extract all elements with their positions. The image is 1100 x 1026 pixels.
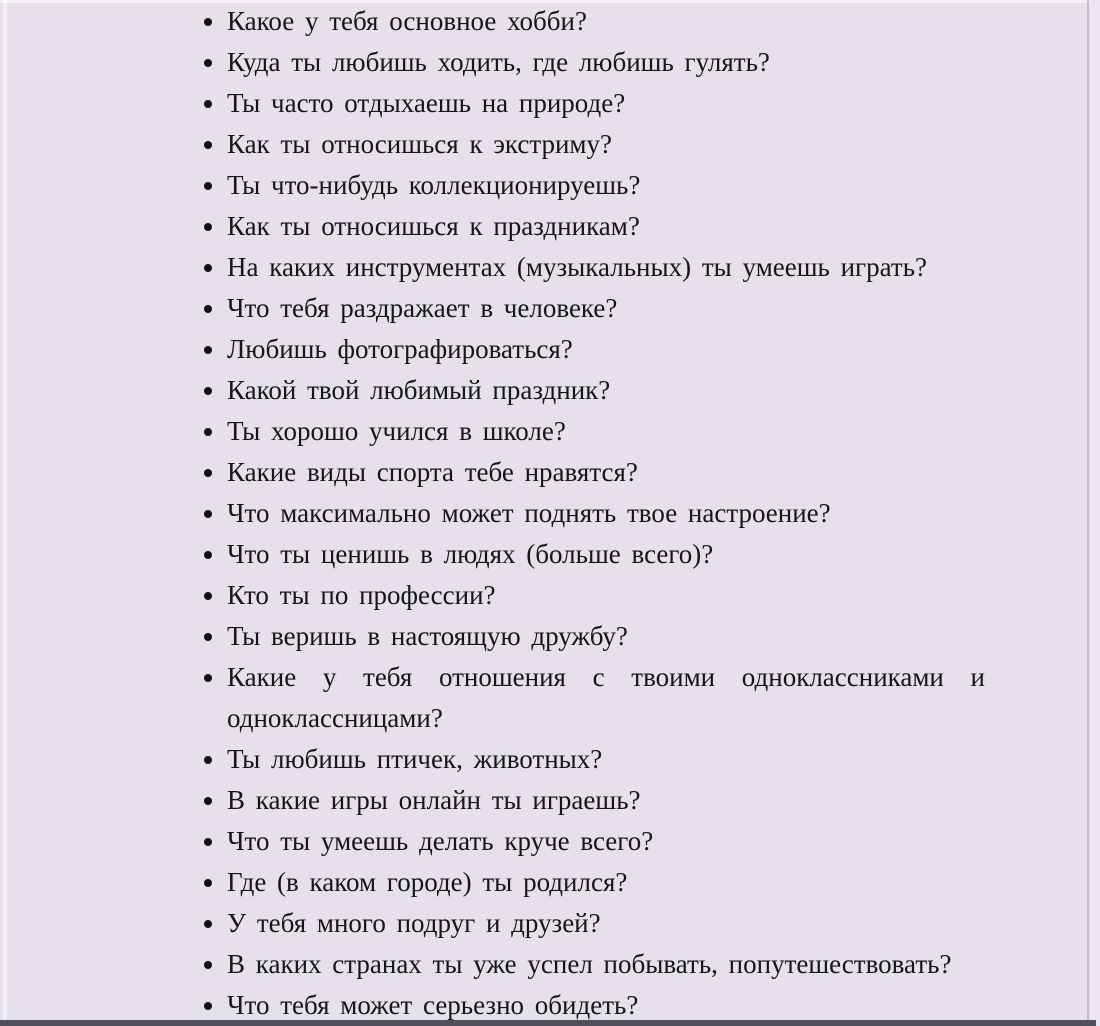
bullet-icon — [204, 264, 212, 272]
edge-strip-right — [1090, 0, 1100, 1026]
list-item — [203, 616, 985, 657]
question-list — [203, 1, 985, 1026]
bullet-icon — [204, 387, 212, 395]
list-item — [203, 206, 985, 247]
question-text: У тебя много подруг и друзей? — [227, 908, 601, 938]
question-text: Что тебя может серьезно обидеть? — [227, 990, 639, 1020]
edge-highlight-left — [3, 0, 7, 1026]
bullet-icon — [204, 223, 212, 231]
bullet-icon — [204, 100, 212, 108]
bullet-icon — [204, 551, 212, 559]
bullet-icon — [204, 1002, 212, 1010]
question-text: Ты любишь птичек, животных? — [227, 744, 603, 774]
list-item — [203, 657, 985, 739]
list-item — [203, 165, 985, 206]
bullet-icon — [204, 879, 212, 887]
list-item — [203, 370, 985, 411]
list-item — [203, 1, 985, 42]
edge-line-right — [1087, 0, 1089, 1026]
list-item — [203, 739, 985, 780]
question-text: Любишь фотографироваться? — [227, 334, 573, 364]
question-text: В каких странах ты уже успел побывать, попутешествовать? — [227, 949, 952, 979]
bullet-icon — [204, 141, 212, 149]
bullet-icon — [204, 469, 212, 477]
question-text: Что тебя раздражает в человеке? — [227, 293, 618, 323]
question-text: Что ты умеешь делать круче всего? — [227, 826, 654, 856]
question-text: На каких инструментах (музыкальных) ты умеешь играть? — [227, 252, 928, 282]
question-text: Что максимально может поднять твое настроение? — [227, 498, 831, 528]
bullet-icon — [204, 797, 212, 805]
list-item — [203, 944, 985, 985]
question-text: Где (в каком городе) ты родился? — [227, 867, 628, 897]
list-item — [203, 411, 985, 452]
question-text: Ты веришь в настоящую дружбу? — [227, 621, 628, 651]
list-item — [203, 821, 985, 862]
bullet-icon — [204, 182, 212, 190]
bottom-border-bar — [0, 1020, 1096, 1026]
list-item — [203, 329, 985, 370]
list-item — [203, 124, 985, 165]
list-item — [203, 288, 985, 329]
list-item — [203, 247, 985, 288]
question-text: Какое у тебя основное хобби? — [227, 6, 587, 36]
bullet-icon — [204, 838, 212, 846]
bullet-icon — [204, 920, 212, 928]
bullet-icon — [204, 59, 212, 67]
bullet-icon — [204, 674, 212, 682]
question-text: Ты часто отдыхаешь на природе? — [227, 88, 626, 118]
question-text: Какие виды спорта тебе нравятся? — [227, 457, 638, 487]
question-text: Какие у тебя отношения с твоими одноклассниками и одноклассницами? — [227, 662, 985, 733]
question-text: Куда ты любишь ходить, где любишь гулять? — [227, 47, 770, 77]
bullet-icon — [204, 756, 212, 764]
list-item — [203, 83, 985, 124]
question-text: Что ты ценишь в людях (больше всего)? — [227, 539, 714, 569]
question-text: Как ты относишься к экстриму? — [227, 129, 612, 159]
question-text: Кто ты по профессии? — [227, 580, 496, 610]
bullet-icon — [204, 633, 212, 641]
list-item — [203, 575, 985, 616]
bullet-icon — [204, 592, 212, 600]
question-text: В какие игры онлайн ты играешь? — [227, 785, 641, 815]
bullet-icon — [204, 510, 212, 518]
list-item — [203, 42, 985, 83]
list-item — [203, 452, 985, 493]
question-text: Ты что-нибудь коллекционируешь? — [227, 170, 641, 200]
question-text: Какой твой любимый праздник? — [227, 375, 611, 405]
bullet-icon — [204, 305, 212, 313]
question-text: Как ты относишься к праздникам? — [227, 211, 640, 241]
question-text: Ты хорошо учился в школе? — [227, 416, 566, 446]
bullet-icon — [204, 428, 212, 436]
list-item — [203, 903, 985, 944]
list-item — [203, 493, 985, 534]
list-item — [203, 862, 985, 903]
list-item — [203, 534, 985, 575]
list-item — [203, 780, 985, 821]
bullet-icon — [204, 18, 212, 26]
bullet-icon — [204, 346, 212, 354]
bullet-icon — [204, 961, 212, 969]
